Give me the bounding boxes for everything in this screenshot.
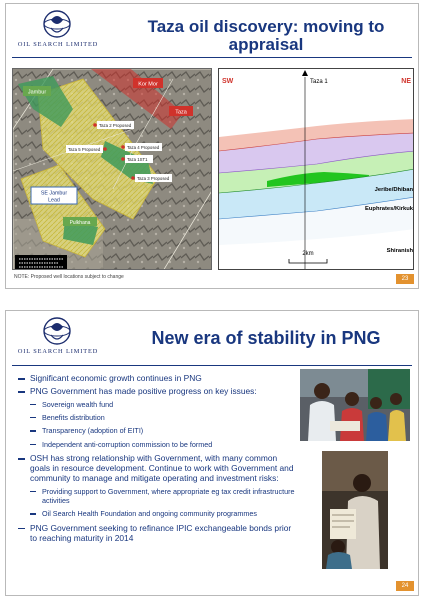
sub-bullet-health-foundation: Oil Search Health Foundation and ongoing community programmes <box>30 509 296 518</box>
svg-text:Lead: Lead <box>48 197 60 204</box>
pulkhana-label <box>63 217 97 226</box>
cross-section <box>218 68 414 270</box>
svg-text:SE Jambur: SE Jambur <box>40 190 68 197</box>
slide-title: Taza oil discovery: moving to appraisal <box>147 17 385 54</box>
bullet-osh-relationship: OSH has strong relationship with Government, with many common goals in resource development. Continue to work with Government and community to manage and mitigate operating and investment risks: <box>18 453 296 484</box>
health-programme-photo <box>322 451 388 569</box>
svg-text:Taza 5 Proposed: Taza 5 Proposed <box>68 147 101 152</box>
svg-text:Pulkhana: Pulkhana <box>69 220 91 226</box>
bullet-list <box>18 373 296 546</box>
page-number: 23 <box>396 274 414 284</box>
jeribe-dhiban-label: Jeribe/Dhiban <box>374 187 413 193</box>
title-divider <box>12 57 412 58</box>
bullet-government-progress: PNG Government has made positive progress on key issues: <box>18 386 296 396</box>
sw-label: SW <box>222 78 234 85</box>
location-map <box>12 68 212 270</box>
taza-1st1-label <box>121 155 153 163</box>
sub-bullet-transparency: Transparency (adoption of EITI) <box>30 426 296 435</box>
logo-wordmark: OIL SEARCH LIMITED <box>17 348 99 355</box>
taza-label <box>169 106 193 116</box>
oil-search-sphere-icon <box>42 316 72 346</box>
svg-text:Taza 4 Proposed: Taza 4 Proposed <box>127 145 160 150</box>
svg-text:Jambur: Jambur <box>27 89 47 96</box>
slide-png <box>5 310 419 596</box>
title-divider <box>12 365 412 366</box>
svg-text:Taza 1ST1: Taza 1ST1 <box>127 157 148 162</box>
community-photo <box>300 369 410 441</box>
sub-bullet-list <box>30 400 296 449</box>
sub-bullet-anti-corruption: Independent anti-corruption commission to be formed <box>30 440 296 449</box>
sub-bullet-swf: Sovereign wealth fund <box>30 400 296 409</box>
map-legend <box>15 255 67 269</box>
svg-text:Taza: Taza <box>175 109 187 116</box>
se-jambur-lead-label <box>31 187 77 204</box>
map-note: NOTE: Proposed well locations subject to change <box>14 274 124 280</box>
taza-3-proposed-label <box>131 174 172 182</box>
bullet-economic-growth: Significant economic growth continues in PNG <box>18 373 296 383</box>
taza-4-proposed-label <box>121 143 162 151</box>
slide-taza <box>5 3 419 289</box>
page-number: 24 <box>396 581 414 591</box>
oil-search-sphere-icon <box>42 9 72 39</box>
company-logo <box>12 316 104 360</box>
logo-wordmark: OIL SEARCH LIMITED <box>17 41 99 48</box>
kor-mor-label <box>133 78 163 88</box>
sub-bullet-benefits: Benefits distribution <box>30 413 296 422</box>
svg-text:Kor Mor: Kor Mor <box>138 81 158 88</box>
svg-text:2km: 2km <box>302 251 314 257</box>
bullet-ipic-bonds: PNG Government seeking to refinance IPIC exchangeable bonds prior to reaching maturity in 2014 <box>18 523 296 544</box>
shiranish-label: Shiranish <box>386 248 413 254</box>
well-name: Taza 1 <box>310 79 328 85</box>
company-logo <box>12 9 104 53</box>
taza-5-proposed-label <box>66 145 107 153</box>
slide-title: New era of stability in PNG <box>151 328 381 348</box>
sub-bullet-list <box>30 487 296 519</box>
taza-2-proposed-label <box>93 121 134 129</box>
sub-bullet-support: Providing support to Government, where appropriate eg tax credit infrastructure activities <box>30 487 296 506</box>
svg-text:Taza 2 Proposed: Taza 2 Proposed <box>99 123 132 128</box>
svg-text:Taza 3 Proposed: Taza 3 Proposed <box>137 176 170 181</box>
jambur-label <box>23 86 51 96</box>
ne-label: NE <box>401 78 411 85</box>
euphrates-kirkuk-label: Euphrates/Kirkuk <box>365 206 413 212</box>
